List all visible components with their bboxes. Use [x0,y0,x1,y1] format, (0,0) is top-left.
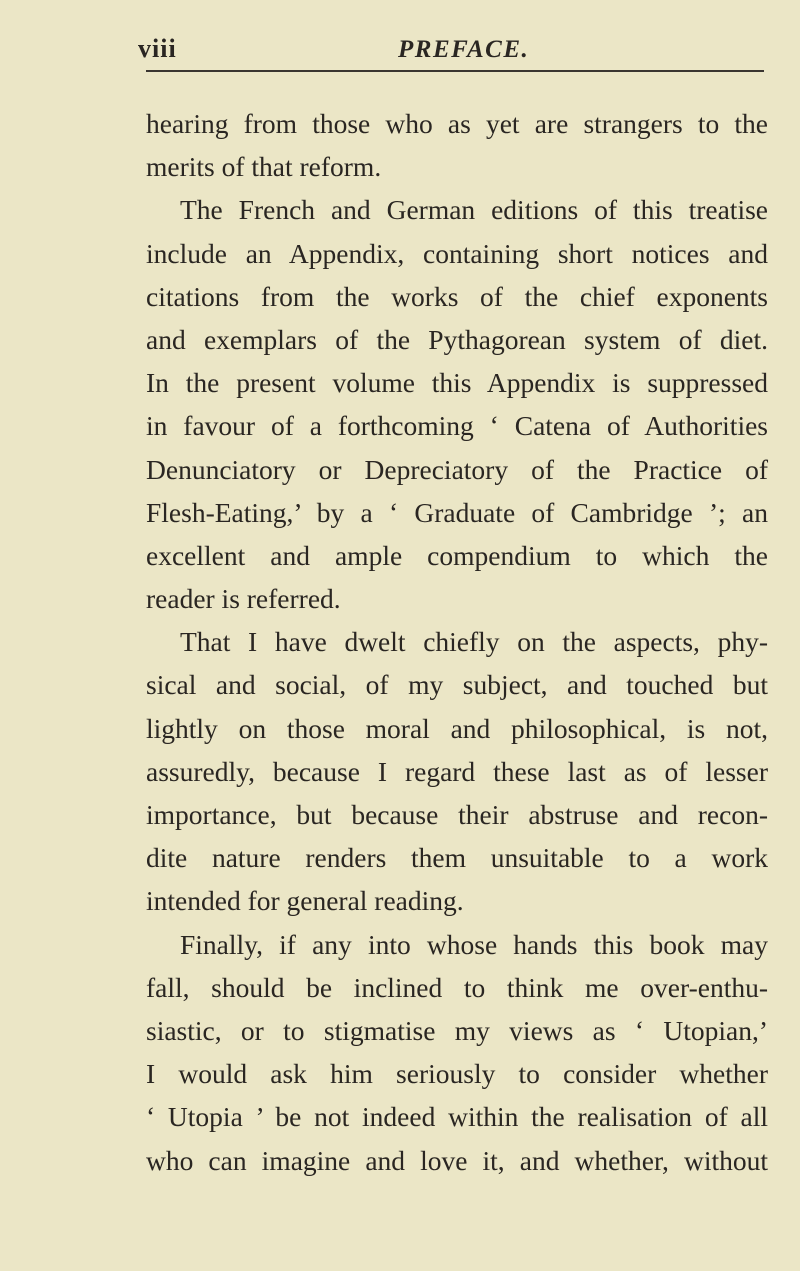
text-line: dite nature renders them unsuitable to a work [146,842,768,874]
text-line: intended for general reading. [146,885,464,917]
running-title: PREFACE. [398,36,530,63]
text-line: In the present volume this Appendix is suppressed [146,367,768,399]
body-text [146,102,768,1182]
text-line: reader is referred. [146,583,341,615]
text-line: ‘ Utopia ’ be not indeed within the realisation of all [146,1101,768,1133]
text-line: importance, but because their abstruse and recon- [146,799,768,830]
text-line: I would ask him seriously to consider whether [146,1058,768,1090]
text-line: Finally, if any into whose hands this book may [180,928,768,960]
text-line: siastic, or to stigmatise my views as ‘ Utopian,’ [146,1014,768,1046]
text-line: lightly on those moral and philosophical, is not, [146,712,768,744]
text-line: excellent and ample compendium to which the [146,539,768,571]
text-line: That I have dwelt chiefly on the aspects, phy- [180,626,768,658]
text-line: in favour of a forthcoming ‘ Catena of Authorities [146,410,768,442]
text-line: citations from the works of the chief exponents [146,280,768,312]
text-line: and exemplars of the Pythagorean system of diet. [146,323,768,355]
text-line: sical and social, of my subject, and touched but [146,669,768,701]
text-line: Flesh-Eating,’ by a ‘ Graduate of Cambridge ’; an [146,496,768,528]
text-line: include an Appendix, containing short notices and [146,237,768,269]
page-number: viii [138,34,177,63]
header-rule [146,70,764,72]
text-line: Denunciatory or Depreciatory of the Practice of [146,453,768,485]
text-line: fall, should be inclined to think me over-enthu- [146,971,768,1003]
text-line: assuredly, because I regard these last as of lesser [146,755,768,787]
running-head [0,32,800,72]
text-line: The French and German editions of this treatise [180,194,768,226]
text-line: hearing from those who as yet are strangers to the [146,108,768,139]
text-line: who can imagine and love it, and whether, without [146,1144,768,1176]
text-line: merits of that reform. [146,151,382,183]
